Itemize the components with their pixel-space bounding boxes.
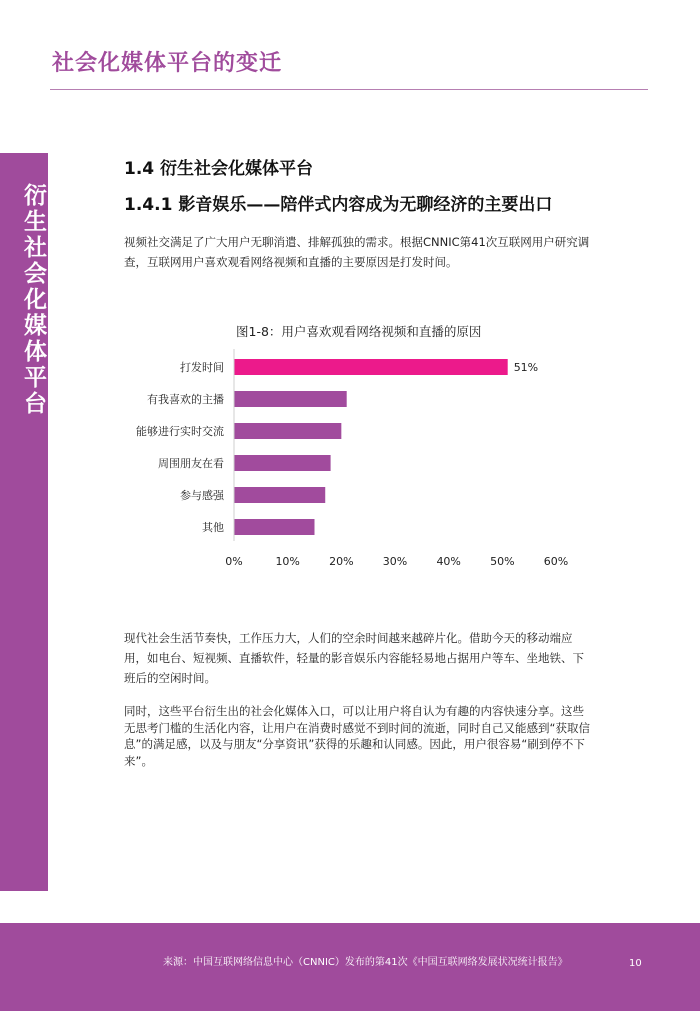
page-header-title: 社会化媒体平台的变迁 [52, 51, 283, 76]
footer-source-note: 来源：中国互联网络信息中心（CNNIC）发布的第41次《中国互联网络发展状况统计报告》 [163, 957, 568, 968]
body-paragraph-3: 同时，这些平台衍生出的社会化媒体入口，可以让用户将自认为有趣的内容快速分享。这些无思考门槛的生活化内容，让用户在消费时感觉不到时间的流逝，同时自己又能感到“获取信息”的满足感，以及与朋友“分享资讯”获得的乐趣和认同感。因此，用户很容易“刷到停不下来”。 [124, 704, 590, 768]
section-heading: 1.4 衍生社会化媒体平台 [124, 159, 314, 179]
body-paragraph-2: 现代社会生活节奏快，工作压力大，人们的空余时间越来越碎片化。借助今天的移动端应用，如电台、短视频、直播软件，轻量的影音娱乐内容能轻易地占据用户等车、坐地铁、下班后的空闲时间。 [124, 631, 584, 685]
chart-title: 图1-8：用户喜欢观看网络视频和直播的原因 [236, 324, 482, 339]
chart-bar [234, 391, 347, 407]
reasons-bar-chart [100, 345, 600, 580]
header-divider [50, 89, 648, 90]
chart-bar [234, 455, 331, 471]
chart-category-label: 能够进行实时交流 [136, 425, 224, 438]
page-number: 10 [629, 958, 642, 969]
chart-x-tick-label: 40% [436, 555, 461, 568]
chart-bar [234, 359, 508, 375]
chart-category-label: 其他 [202, 521, 224, 534]
side-section-label: 衍生社会化媒体平台 [20, 183, 46, 417]
chart-x-tick-label: 30% [382, 555, 408, 568]
chart-x-tick-label: 10% [275, 555, 300, 568]
chart-x-tick-label: 60% [543, 555, 569, 568]
chart-category-label: 周围朋友在看 [158, 457, 224, 470]
chart-x-tick-label: 50% [490, 555, 515, 568]
chart-bar [234, 487, 325, 503]
chart-x-tick-label: 0% [225, 555, 243, 568]
intro-paragraph: 视频社交满足了广大用户无聊消遣、排解孤独的需求。根据CNNIC第41次互联网用户研究调查，互联网用户喜欢观看网络视频和直播的主要原因是打发时间。 [124, 235, 590, 269]
chart-data-label: 51% [513, 361, 539, 374]
chart-bar [234, 423, 341, 439]
chart-category-label: 参与感强 [180, 489, 224, 502]
chart-category-label: 打发时间 [180, 361, 224, 374]
subsection-heading: 1.4.1 影音娱乐——陪伴式内容成为无聊经济的主要出口 [124, 195, 553, 215]
chart-bar [234, 519, 315, 535]
chart-x-tick-label: 20% [329, 555, 354, 568]
chart-category-label: 有我喜欢的主播 [147, 393, 224, 406]
